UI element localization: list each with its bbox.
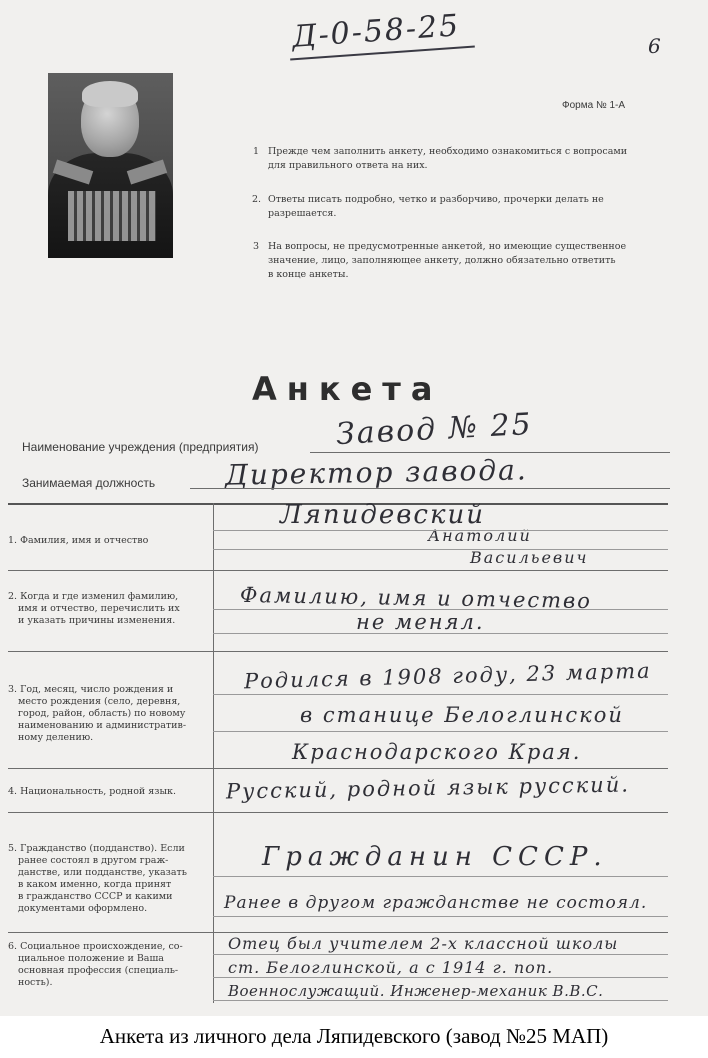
row-1-label: 1. Фамилия, имя и отчество [8,535,149,546]
archive-number: Д-0-58-25 [290,8,462,55]
page-number: 6 [648,34,661,58]
instruction-1-num: 1 [253,146,260,157]
row-5-label-4: в каком именно, когда принят [18,879,172,890]
row-2-line-b [213,633,668,634]
row-3-bottom [8,768,668,769]
row-5-label-3: данстве, или подданстве, указать [18,867,187,878]
row-6-answer-3: Военнослужащий. Инженер-механик В.В.С. [228,982,604,1000]
row-3-label-3: город, район, область) по новому [18,708,186,719]
row-2-label-3: и указать причины изменения. [18,615,176,626]
row-4-answer: Русский, родной язык русский. [225,772,631,804]
row-6-line-a [213,954,668,955]
instruction-2-line2: разрешается. [268,208,337,219]
table-divider [213,503,214,1003]
instruction-3-num: 3 [253,241,260,252]
row-2-label-2: имя и отчество, перечислить их [18,603,180,614]
form-title: Анкета [252,370,443,408]
row-5-bottom [8,932,668,933]
instruction-1-line1: Прежде чем заполнить анкету, необходимо ознакомиться с вопросами [268,146,628,157]
position-line [190,488,670,489]
instruction-3-line2: значение, лицо, заполняющее анкету, должно обязательно ответить [268,255,616,266]
row-3-label-2: место рождения (село, деревня, [18,696,181,707]
row-3-label-5: ному делению. [18,732,94,743]
row-2-answer-1: Фамилию, имя и отчество [239,582,593,614]
row-6-line-b [213,977,668,978]
row-6-label-1: 6. Социальное происхождение, со- [8,941,183,952]
portrait-photo [48,73,173,258]
instruction-3-line3: в конце анкеты. [268,269,349,280]
row-1-line-a [213,530,668,531]
row-4-label: 4. Национальность, родной язык. [8,786,176,797]
institution-label: Наименование учреждения (предприятия) [22,440,259,454]
row-3-line-a [213,694,668,695]
row-2-line-a [213,609,668,610]
instruction-2-num: 2. [252,194,262,205]
position-label: Занимаемая должность [22,476,156,490]
row-1-answer-patronymic: Васильевич [470,548,589,567]
row-5-answer-1: Гражданин СССР. [262,842,608,872]
row-6-line-c [213,1000,668,1001]
row-3-answer-1: Родился в 1908 году, 23 марта [243,658,652,694]
row-3-answer-2: в станице Белоглинской [300,703,624,727]
row-6-label-4: ность). [18,977,53,988]
instruction-2-line1: Ответы писать подробно, четко и разборчиво, прочерки делать не [268,194,604,205]
row-3-label-4: наименованию и административ- [18,720,187,731]
row-6-answer-1: Отец был учителем 2-х классной школы [228,934,619,953]
row-2-label-1: 2. Когда и где изменил фамилию, [8,591,179,602]
row-1-bottom [8,570,668,571]
instruction-1-line2: для правильного ответа на них. [268,160,428,171]
row-3-answer-3: Краснодарского Края. [292,740,582,764]
row-6-label-2: циальное положение и Ваша [18,953,164,964]
row-5-label-6: документами оформлено. [18,903,148,914]
row-2-bottom [8,651,668,652]
row-5-line-b [213,916,668,917]
position-value: Директор завода. [224,453,528,492]
row-1-answer-name: Анатолий [428,526,532,545]
row-6-answer-2: ст. Белоглинской, а с 1914 г. поп. [228,958,554,977]
row-5-answer-2: Ранее в другом гражданстве не состоял. [224,893,648,913]
row-5-label-5: в гражданство СССР и какими [18,891,173,902]
row-1-answer-surname: Ляпидевский [280,500,485,530]
row-5-label-1: 5. Гражданство (подданство). Если [8,843,185,854]
row-4-bottom [8,812,668,813]
photo-medals [68,191,156,241]
photo-hair [82,81,138,107]
institution-value: Завод № 25 [335,406,534,453]
row-6-label-3: основная профессия (специаль- [18,965,179,976]
row-3-line-b [213,731,668,732]
row-5-label-2: ранее состоял в другом граж- [18,855,169,866]
row-5-line-a [213,876,668,877]
row-2-answer-2: не менял. [356,610,485,634]
instruction-3-line1: На вопросы, не предусмотренные анкетой, но имеющие существенное [268,241,627,252]
form-label: Форма № 1-А [562,100,626,111]
image-caption: Анкета из личного дела Ляпидевского (завод №25 МАП) [99,1024,609,1048]
row-1-line-b [213,549,668,550]
institution-line [310,452,670,453]
row-3-label-1: 3. Год, месяц, число рождения и [8,684,174,695]
